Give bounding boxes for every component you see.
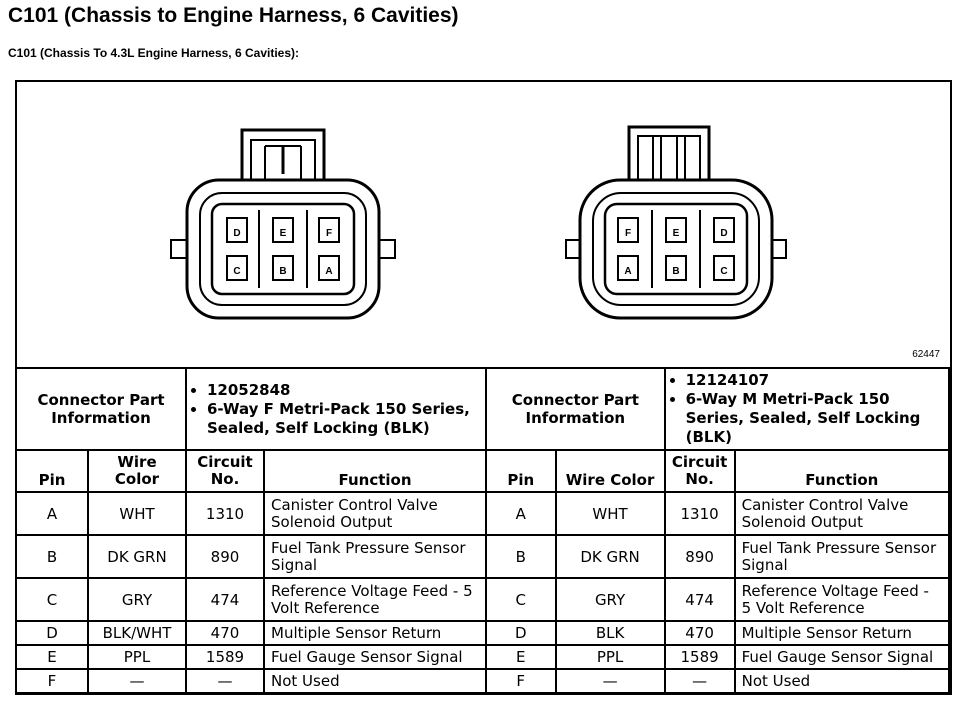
circuit-cell: 474 (186, 578, 264, 621)
connector-info-label: Connector Part Information (16, 368, 186, 450)
wire-color-cell: DK GRN (556, 535, 665, 578)
pin-label: A (624, 266, 632, 277)
wire-color-header: Wire Color (88, 450, 186, 492)
wire-color-cell: GRY (88, 578, 186, 621)
table-row (16, 535, 486, 578)
wire-color-cell: WHT (556, 492, 665, 535)
function-cell: Fuel Gauge Sensor Signal (264, 645, 486, 669)
table-row (16, 578, 486, 621)
part-description: • 6-Way F Metri-Pack 150 Series, Sealed, Self Locking (BLK) (207, 400, 479, 438)
part-description: • 6-Way M Metri-Pack 150 Series, Sealed, Self Locking (BLK) (686, 390, 942, 447)
circuit-cell: 890 (186, 535, 264, 578)
table-row (486, 535, 949, 578)
pin-label: D (720, 228, 728, 239)
wire-color-cell: BLK (556, 621, 665, 645)
wire-color-cell: — (88, 669, 186, 693)
table-row (16, 669, 486, 693)
pin-label: C (233, 266, 241, 277)
pin-cell: E (16, 645, 88, 669)
function-cell: Fuel Gauge Sensor Signal (735, 645, 949, 669)
part-number: • 12052848 (207, 381, 479, 400)
circuit-cell: 890 (665, 535, 735, 578)
pin-header: Pin (16, 450, 88, 492)
function-cell: Reference Voltage Feed - 5 Volt Reference (264, 578, 486, 621)
wire-color-cell: PPL (556, 645, 665, 669)
pin-label: F (624, 228, 632, 239)
pin-label: C (720, 266, 728, 277)
table-row (486, 669, 949, 693)
page-subtitle: C101 (Chassis To 4.3L Engine Harness, 6 Cavities): (8, 46, 299, 60)
wire-color-cell: DK GRN (88, 535, 186, 578)
wire-color-cell: GRY (556, 578, 665, 621)
right-connector-diagram (562, 122, 792, 327)
function-cell: Multiple Sensor Return (264, 621, 486, 645)
pin-header: Pin (486, 450, 556, 492)
function-cell: Multiple Sensor Return (735, 621, 949, 645)
circuit-cell: 474 (665, 578, 735, 621)
circuit-cell: 470 (186, 621, 264, 645)
circuit-cell: — (665, 669, 735, 693)
pin-label: F (325, 228, 333, 239)
table-row (486, 645, 949, 669)
pin-cell: A (486, 492, 556, 535)
pin-cell: D (486, 621, 556, 645)
pin-cell: D (16, 621, 88, 645)
circuit-cell: 1589 (186, 645, 264, 669)
connector-info-label: Connector Part Information (486, 368, 665, 450)
function-cell: Not Used (735, 669, 949, 693)
circuit-cell: 1589 (665, 645, 735, 669)
pin-cell: F (16, 669, 88, 693)
wire-color-cell: BLK/WHT (88, 621, 186, 645)
pin-label: E (279, 228, 287, 239)
pin-label: D (233, 228, 241, 239)
left-connector-diagram (167, 122, 397, 327)
table-row (486, 578, 949, 621)
connector-figure (15, 80, 952, 695)
right-pinout-table (485, 367, 950, 694)
circuit-cell: 1310 (665, 492, 735, 535)
part-number: • 12124107 (686, 371, 942, 390)
pin-label: A (325, 266, 333, 277)
pin-cell: B (486, 535, 556, 578)
page-title: C101 (Chassis to Engine Harness, 6 Cavities) (8, 4, 459, 27)
function-cell: Reference Voltage Feed - 5 Volt Reference (735, 578, 949, 621)
pin-cell: B (16, 535, 88, 578)
pin-cell: F (486, 669, 556, 693)
circuit-cell: 470 (665, 621, 735, 645)
pin-cell: A (16, 492, 88, 535)
wire-color-cell: PPL (88, 645, 186, 669)
function-cell: Canister Control Valve Solenoid Output (264, 492, 486, 535)
circuit-header: Circuit No. (186, 450, 264, 492)
pin-label: B (279, 266, 287, 277)
figure-number: 62447 (912, 349, 940, 360)
circuit-header: Circuit No. (665, 450, 735, 492)
pin-cell: C (16, 578, 88, 621)
circuit-cell: 1310 (186, 492, 264, 535)
pin-cell: E (486, 645, 556, 669)
table-row (486, 492, 949, 535)
function-header: Function (264, 450, 486, 492)
table-row (16, 492, 486, 535)
table-row (16, 645, 486, 669)
wire-color-cell: — (556, 669, 665, 693)
pin-label: E (672, 228, 680, 239)
connector-info-cell (186, 368, 486, 450)
pin-cell: C (486, 578, 556, 621)
function-cell: Not Used (264, 669, 486, 693)
wire-color-header: Wire Color (556, 450, 665, 492)
wire-color-cell: WHT (88, 492, 186, 535)
table-row (16, 621, 486, 645)
circuit-cell: — (186, 669, 264, 693)
left-pinout-table (15, 367, 487, 694)
connector-info-cell (665, 368, 949, 450)
function-cell: Fuel Tank Pressure Sensor Signal (264, 535, 486, 578)
function-cell: Fuel Tank Pressure Sensor Signal (735, 535, 949, 578)
function-header: Function (735, 450, 949, 492)
function-cell: Canister Control Valve Solenoid Output (735, 492, 949, 535)
table-row (486, 621, 949, 645)
pin-label: B (672, 266, 680, 277)
